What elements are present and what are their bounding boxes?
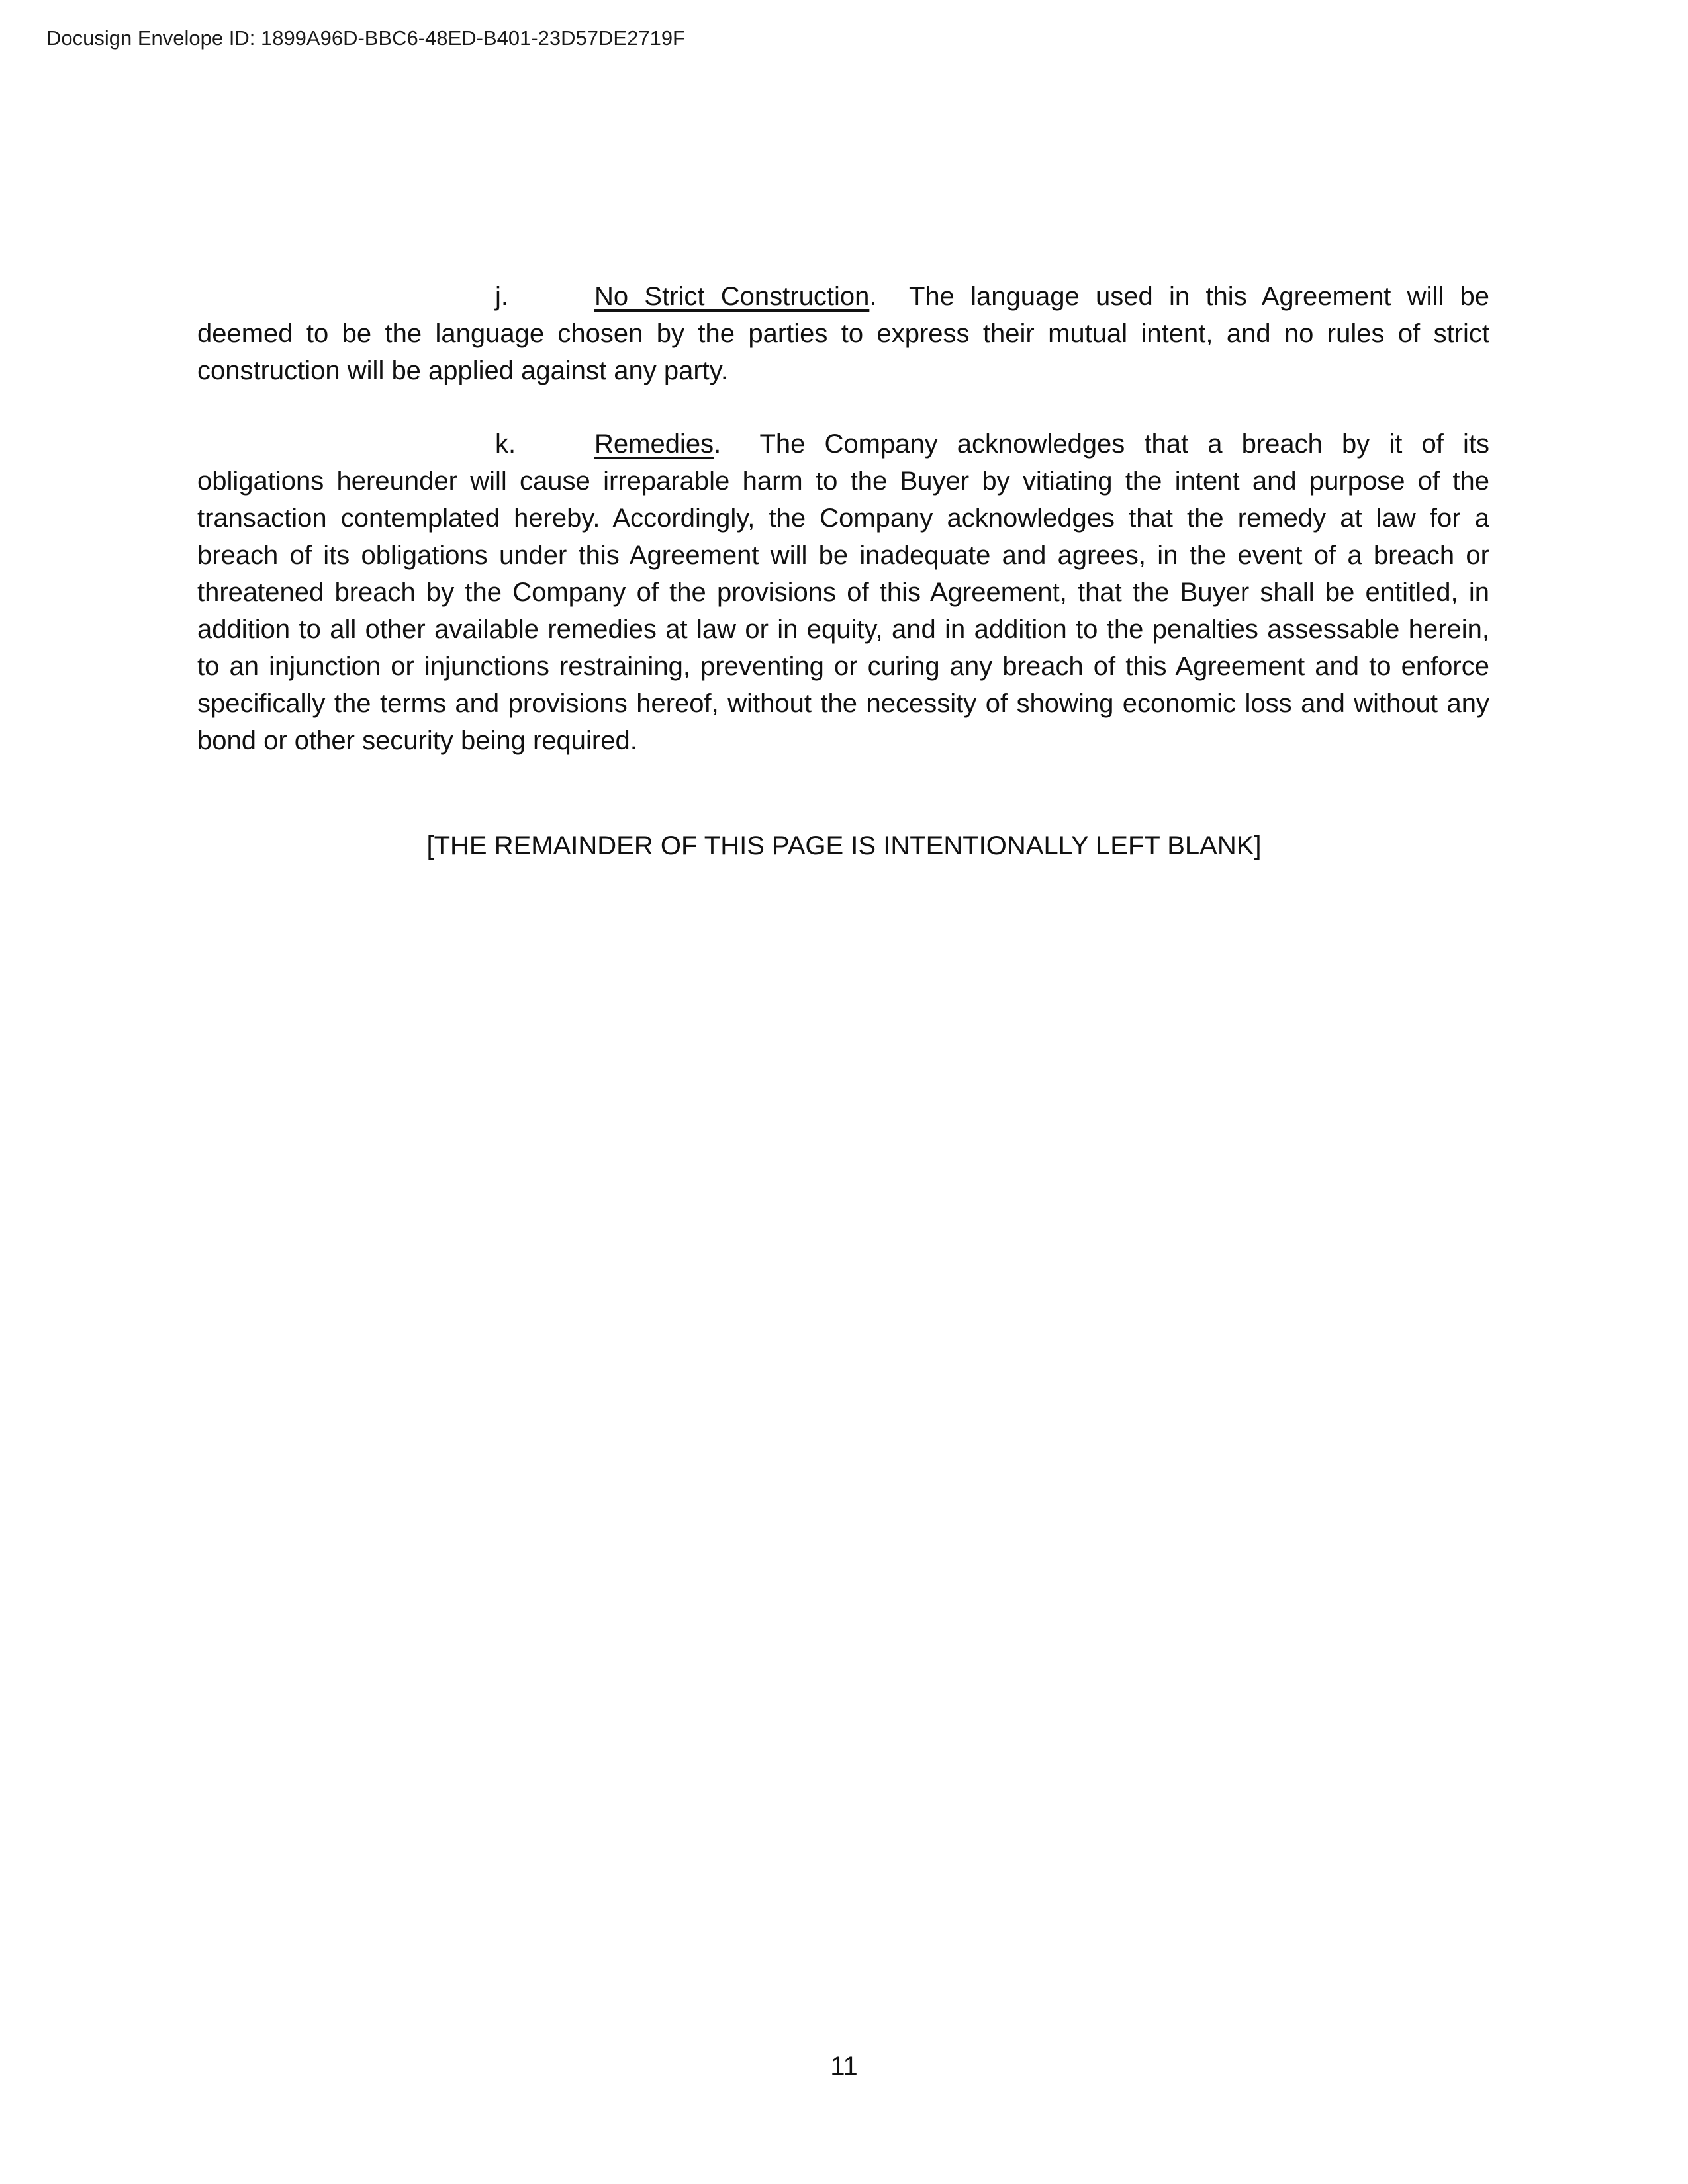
- section-number: k.: [495, 430, 516, 459]
- section-number: j.: [495, 282, 508, 311]
- docusign-envelope-id: Docusign Envelope ID: 1899A96D-BBC6-48ED-B401-23D57DE2719F: [46, 26, 685, 50]
- section-heading: Remedies: [594, 430, 714, 459]
- section-body: The Company acknowledges that a breach by it of its obligations hereunder will cause irreparable harm to the Buyer by vitiating the intent and purpose of the transaction contemplated hereby. Accordingly, the Company acknowledges that the remedy at law for a breach of its obligations under this Agreement will be inadequate and agrees, in the event of a breach or threatened breach by the Company of the provisions of this Agreement, that the Buyer shall be entitled, in addition to all other available remedies at law or in equity, and in addition to the penalties assessable herein, to an injunction or injunctions restraining, preventing or curing any breach of this Agreement and to enforce specifically the terms and provisions hereof, without the necessity of showing economic loss and without any bond or other security being required.: [197, 430, 1489, 755]
- section-heading-punct: .: [869, 282, 877, 311]
- section-j-paragraph: [197, 278, 1489, 389]
- section-heading-punct: .: [714, 430, 722, 459]
- section-heading: No Strict Construction: [594, 282, 870, 311]
- section-body: The language used in this Agreement will be deemed to be the language chosen by the parties to express their mutual intent, and no rules of strict construction will be applied against any party.: [197, 282, 1489, 385]
- page-number: 11: [830, 2052, 858, 2081]
- intentionally-blank-notice: [THE REMAINDER OF THIS PAGE IS INTENTIONALLY LEFT BLANK]: [426, 831, 1262, 860]
- section-k-paragraph: [197, 426, 1489, 759]
